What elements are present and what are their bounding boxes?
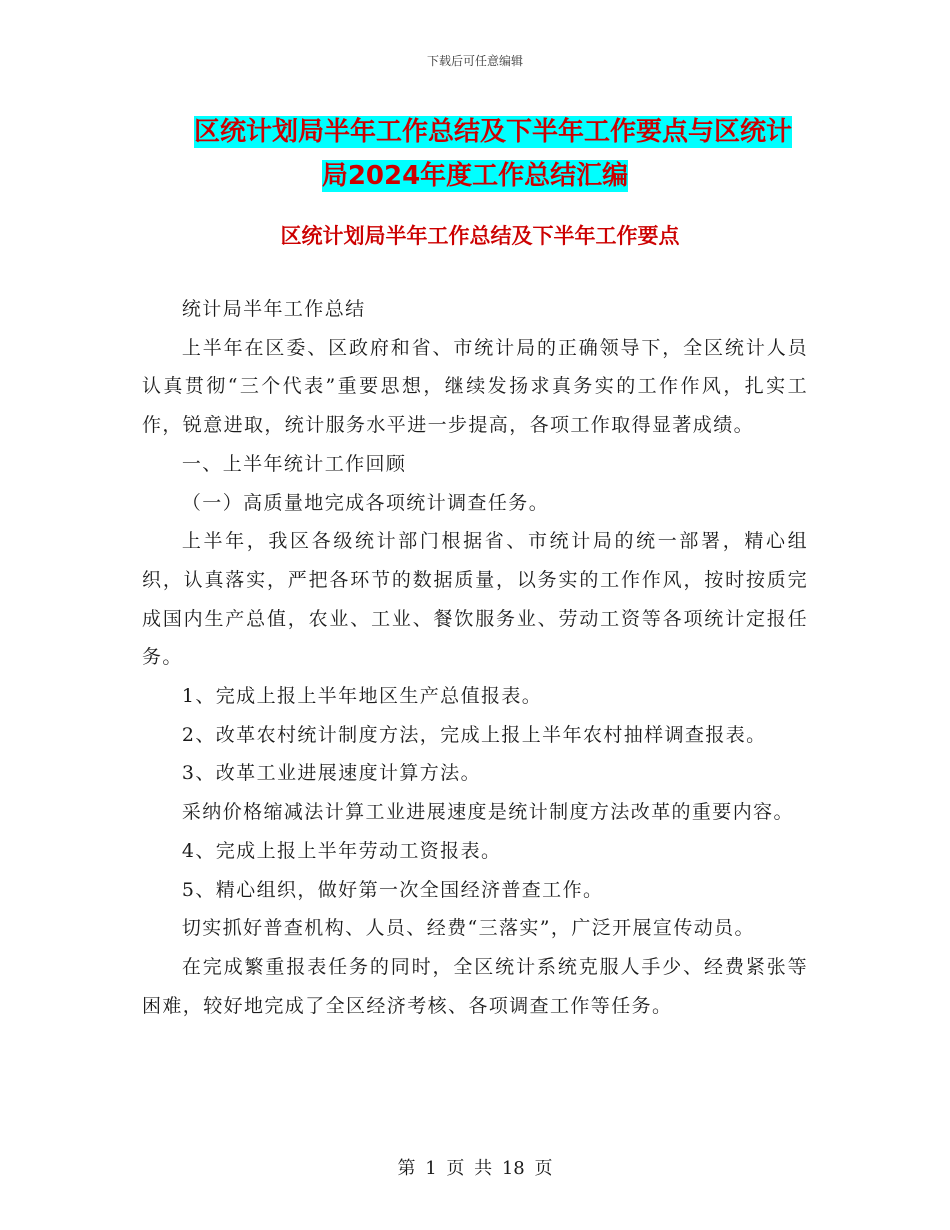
paragraph: 统计局半年工作总结 xyxy=(181,298,366,320)
paragraph: （一）高质量地完成各项统计调查任务。 xyxy=(181,491,550,514)
paragraph: 上半年在区委、区政府和省、市统计局的正确领导下，全区统计人员认真贯彻“三个代表”重要思想，继续发扬求真务实的工作作风，扎实工作，锐意进取，统计服务水平进一步提高，各项工作取得显著成绩。 xyxy=(142,336,808,437)
paragraph: 采纳价格缩减法计算工业进展速度是统计制度方法改革的重要内容。 xyxy=(181,801,794,824)
paragraph: 上半年，我区各级统计部门根据省、市统计局的统一部署，精心组织，认真落实，严把各环节的数据质量，以务实的工作作风，按时按质完成国内生产总值，农业、工业、餐饮服务业、劳动工资等各项统计定报任务。 xyxy=(142,530,808,669)
paragraph: 3、改革工业进展速度计算方法。 xyxy=(181,762,481,785)
paragraph: 4、完成上报上半年劳动工资报表。 xyxy=(181,839,502,862)
page-number-footer: 第 1 页 共 18 页 xyxy=(397,1158,553,1179)
title-line-1: 区统计划局半年工作总结及下半年工作要点与区统计 xyxy=(193,117,792,147)
paragraph: 2、改革农村统计制度方法，完成上报上半年农村抽样调查报表。 xyxy=(181,723,767,746)
paragraph: 一、上半年统计工作回顾 xyxy=(181,452,407,475)
header-note: 下载后可任意编辑 xyxy=(426,54,523,68)
title-line-2: 局2024年度工作总结汇编 xyxy=(321,161,629,191)
document-title xyxy=(0,110,950,198)
paragraph: 在完成繁重报表任务的同时，全区统计系统克服人手少、经费紧张等困难，较好地完成了全区经济考核、各项调查工作等任务。 xyxy=(142,955,808,1017)
paragraph: 1、完成上报上半年地区生产总值报表。 xyxy=(181,685,543,708)
body-text xyxy=(142,290,808,1025)
paragraph: 5、精心组织，做好第一次全国经济普查工作。 xyxy=(181,878,604,901)
paragraph: 切实抓好普查机构、人员、经费“三落实”，广泛开展宣传动员。 xyxy=(181,917,755,940)
section-title: 区统计划局半年工作总结及下半年工作要点 xyxy=(280,224,680,248)
